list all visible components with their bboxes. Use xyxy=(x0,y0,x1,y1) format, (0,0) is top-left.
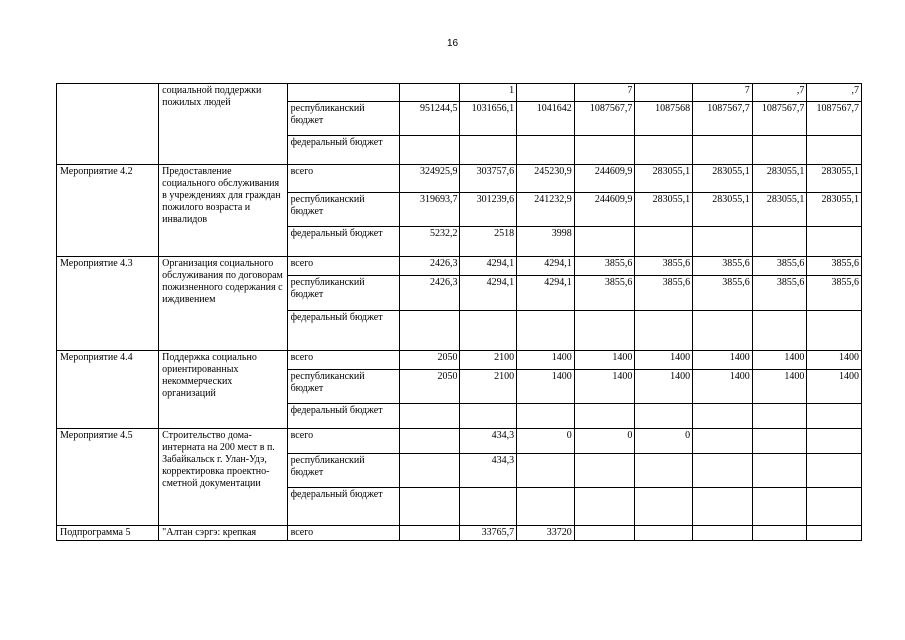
amount-cell: 4294,1 xyxy=(517,276,575,311)
budget-table xyxy=(56,83,862,541)
amount-cell xyxy=(574,454,635,488)
amount-cell xyxy=(399,488,460,526)
amount-cell: 324925,9 xyxy=(399,165,460,193)
amount-cell: 2100 xyxy=(460,351,517,370)
amount-cell xyxy=(752,136,807,165)
amount-cell: 283055,1 xyxy=(752,165,807,193)
amount-cell xyxy=(752,526,807,541)
measure-code-cell: Мероприятие 4.4 xyxy=(57,351,159,429)
amount-cell xyxy=(399,311,460,351)
funding-source-cell: республиканский бюджет xyxy=(287,276,399,311)
amount-cell: 1031656,1 xyxy=(460,102,517,136)
amount-cell: 1087567,7 xyxy=(693,102,753,136)
amount-cell: 1087568 xyxy=(635,102,693,136)
amount-cell: 1087567,7 xyxy=(807,102,862,136)
amount-cell: 283055,1 xyxy=(807,193,862,227)
funding-source-cell: всего xyxy=(287,526,399,541)
amount-cell xyxy=(807,429,862,454)
funding-source-cell: республиканский бюджет xyxy=(287,454,399,488)
amount-cell xyxy=(693,429,753,454)
amount-cell: 2518 xyxy=(460,227,517,257)
amount-cell: 2050 xyxy=(399,351,460,370)
funding-source-cell: федеральный бюджет xyxy=(287,227,399,257)
amount-cell xyxy=(635,526,693,541)
amount-cell xyxy=(574,311,635,351)
amount-cell: 1400 xyxy=(635,351,693,370)
funding-source-cell: федеральный бюджет xyxy=(287,404,399,429)
amount-cell xyxy=(807,526,862,541)
amount-cell xyxy=(517,311,575,351)
amount-cell: 1400 xyxy=(752,370,807,404)
amount-cell xyxy=(574,404,635,429)
amount-cell xyxy=(752,429,807,454)
amount-cell xyxy=(635,311,693,351)
amount-cell xyxy=(752,404,807,429)
amount-cell: 1 xyxy=(460,84,517,102)
amount-cell: 2050 xyxy=(399,370,460,404)
amount-cell xyxy=(635,404,693,429)
amount-cell xyxy=(752,454,807,488)
amount-cell: 1400 xyxy=(807,370,862,404)
amount-cell: 283055,1 xyxy=(693,193,753,227)
amount-cell: 951244,5 xyxy=(399,102,460,136)
amount-cell xyxy=(807,404,862,429)
amount-cell xyxy=(574,227,635,257)
table-row xyxy=(57,351,862,370)
table-row xyxy=(57,429,862,454)
amount-cell xyxy=(460,488,517,526)
amount-cell: 241232,9 xyxy=(517,193,575,227)
amount-cell: 4294,1 xyxy=(517,257,575,276)
amount-cell: 283055,1 xyxy=(635,165,693,193)
amount-cell xyxy=(517,136,575,165)
amount-cell xyxy=(517,454,575,488)
amount-cell xyxy=(635,84,693,102)
amount-cell xyxy=(693,227,753,257)
amount-cell: 1400 xyxy=(693,351,753,370)
amount-cell xyxy=(399,454,460,488)
amount-cell: 7 xyxy=(574,84,635,102)
funding-source-cell: республиканский бюджет xyxy=(287,102,399,136)
amount-cell: 2426,3 xyxy=(399,276,460,311)
amount-cell xyxy=(635,136,693,165)
measure-code-cell: Мероприятие 4.5 xyxy=(57,429,159,526)
amount-cell: 1400 xyxy=(807,351,862,370)
amount-cell xyxy=(693,404,753,429)
amount-cell: 3855,6 xyxy=(693,257,753,276)
amount-cell xyxy=(460,404,517,429)
table-row xyxy=(57,165,862,193)
amount-cell: 0 xyxy=(635,429,693,454)
amount-cell xyxy=(399,404,460,429)
amount-cell: 319693,7 xyxy=(399,193,460,227)
funding-source-cell: всего xyxy=(287,429,399,454)
amount-cell: 283055,1 xyxy=(752,193,807,227)
amount-cell xyxy=(399,136,460,165)
table-row xyxy=(57,257,862,276)
measure-title-cell: социальной поддержки пожилых людей xyxy=(159,84,287,165)
funding-source-cell: федеральный бюджет xyxy=(287,488,399,526)
amount-cell: 1400 xyxy=(693,370,753,404)
amount-cell xyxy=(517,84,575,102)
amount-cell xyxy=(807,454,862,488)
funding-source-cell: республиканский бюджет xyxy=(287,370,399,404)
amount-cell xyxy=(574,488,635,526)
amount-cell xyxy=(693,454,753,488)
amount-cell: 3855,6 xyxy=(574,276,635,311)
measure-title-cell: Строительство дома-интерната на 200 мест в п. Забайкальск г. Улан-Удэ, корректировка проектно-сметной документации xyxy=(159,429,287,526)
amount-cell: 0 xyxy=(517,429,575,454)
funding-source-cell: всего xyxy=(287,351,399,370)
amount-cell: 7 xyxy=(693,84,753,102)
amount-cell: 1400 xyxy=(574,351,635,370)
amount-cell: 33765,7 xyxy=(460,526,517,541)
amount-cell: 3855,6 xyxy=(752,276,807,311)
amount-cell: 1041642 xyxy=(517,102,575,136)
amount-cell: 3855,6 xyxy=(807,257,862,276)
measure-title-cell: "Алтан сэргэ: крепкая xyxy=(159,526,287,541)
amount-cell xyxy=(693,488,753,526)
amount-cell xyxy=(693,311,753,351)
amount-cell xyxy=(574,526,635,541)
amount-cell: 1087567,7 xyxy=(574,102,635,136)
measure-code-cell: Подпрограмма 5 xyxy=(57,526,159,541)
funding-source-cell: республиканский бюджет xyxy=(287,193,399,227)
amount-cell: 3855,6 xyxy=(807,276,862,311)
amount-cell: 3855,6 xyxy=(574,257,635,276)
amount-cell: 1400 xyxy=(517,351,575,370)
amount-cell xyxy=(752,488,807,526)
amount-cell: 1400 xyxy=(635,370,693,404)
amount-cell: 434,3 xyxy=(460,429,517,454)
funding-source-cell: федеральный бюджет xyxy=(287,136,399,165)
amount-cell: 244609,9 xyxy=(574,193,635,227)
amount-cell xyxy=(517,404,575,429)
amount-cell: 434,3 xyxy=(460,454,517,488)
amount-cell xyxy=(693,136,753,165)
amount-cell: 1400 xyxy=(517,370,575,404)
amount-cell xyxy=(460,136,517,165)
amount-cell: 244609,9 xyxy=(574,165,635,193)
funding-source-cell xyxy=(287,84,399,102)
table-row xyxy=(57,84,862,102)
measure-title-cell: Организация социального обслуживания по договорам пожизненного содержания с иждивением xyxy=(159,257,287,351)
amount-cell: 33720 xyxy=(517,526,575,541)
amount-cell: 0 xyxy=(574,429,635,454)
funding-source-cell: всего xyxy=(287,165,399,193)
amount-cell: 3855,6 xyxy=(635,257,693,276)
amount-cell xyxy=(399,526,460,541)
amount-cell xyxy=(635,488,693,526)
page-number: 16 xyxy=(446,38,459,49)
measure-title-cell: Поддержка социально ориентированных некоммерческих организаций xyxy=(159,351,287,429)
amount-cell: 245230,9 xyxy=(517,165,575,193)
amount-cell xyxy=(399,84,460,102)
amount-cell: 2100 xyxy=(460,370,517,404)
amount-cell: 283055,1 xyxy=(635,193,693,227)
amount-cell: 1087567,7 xyxy=(752,102,807,136)
amount-cell: 2426,3 xyxy=(399,257,460,276)
measure-code-cell: Мероприятие 4.3 xyxy=(57,257,159,351)
amount-cell xyxy=(574,136,635,165)
amount-cell xyxy=(807,136,862,165)
funding-source-cell: всего xyxy=(287,257,399,276)
measure-code-cell: Мероприятие 4.2 xyxy=(57,165,159,257)
amount-cell: 301239,6 xyxy=(460,193,517,227)
amount-cell xyxy=(460,311,517,351)
amount-cell: 3998 xyxy=(517,227,575,257)
amount-cell: 303757,6 xyxy=(460,165,517,193)
amount-cell: 1400 xyxy=(752,351,807,370)
measure-code-cell xyxy=(57,84,159,165)
amount-cell: 3855,6 xyxy=(752,257,807,276)
table-row xyxy=(57,526,862,541)
amount-cell xyxy=(752,227,807,257)
amount-cell xyxy=(517,488,575,526)
amount-cell: 5232,2 xyxy=(399,227,460,257)
amount-cell xyxy=(752,311,807,351)
amount-cell: 3855,6 xyxy=(693,276,753,311)
amount-cell xyxy=(807,227,862,257)
amount-cell: ,7 xyxy=(752,84,807,102)
amount-cell xyxy=(807,488,862,526)
amount-cell xyxy=(635,227,693,257)
amount-cell: 3855,6 xyxy=(635,276,693,311)
amount-cell xyxy=(693,526,753,541)
amount-cell: 4294,1 xyxy=(460,257,517,276)
amount-cell: 283055,1 xyxy=(807,165,862,193)
amount-cell: ,7 xyxy=(807,84,862,102)
funding-source-cell: федеральный бюджет xyxy=(287,311,399,351)
amount-cell xyxy=(807,311,862,351)
amount-cell xyxy=(399,429,460,454)
amount-cell: 283055,1 xyxy=(693,165,753,193)
measure-title-cell: Предоставление социального обслуживания в учреждениях для граждан пожилого возраста и инвалидов xyxy=(159,165,287,257)
amount-cell: 4294,1 xyxy=(460,276,517,311)
amount-cell: 1400 xyxy=(574,370,635,404)
amount-cell xyxy=(635,454,693,488)
